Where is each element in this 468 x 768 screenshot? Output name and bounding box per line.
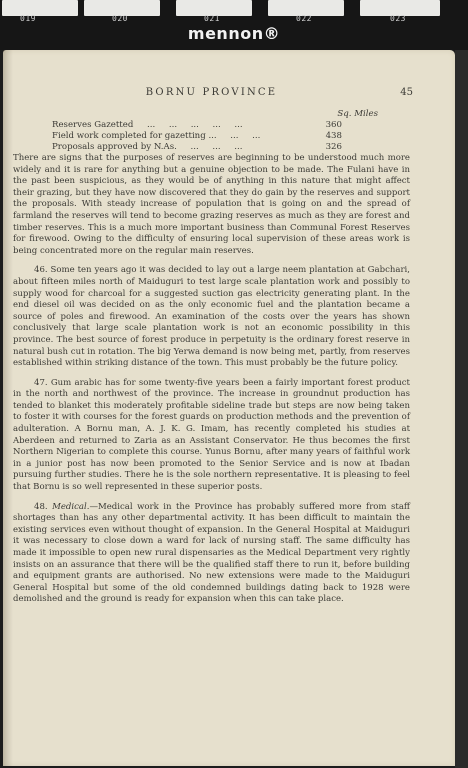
page-title: BORNU PROVINCE (145, 87, 278, 98)
table-row-label: Proposals approved by N.As. ... ... ... (52, 142, 243, 152)
paragraph-reserves: There are signs that the purposes of reserves are beginning to be understood much more widely and it is rare for anything but a genuine objection to be made. The Fulani have in the past been suspicious, as they would be of anything in this nature that might affect their grazing, but they have now discovered that they do gain by the reserves and support the proposals. With steady increase of population that is going on and the spread of farmland the reserves will tend to become grazing reserves as much as they are forest and timber reserves. This is a much more important business than Communal Forest Reserves for firewood. Owing to the difficulty of ensuring local supervision of these areas work is being concentrated more on the regular main reserves. (13, 153, 410, 256)
table-row-value: 438 (325, 131, 342, 141)
table-column-header: Sq. Miles (337, 109, 378, 119)
table-row (52, 120, 382, 131)
frame-number: 019 (20, 14, 36, 23)
paragraph-46: 46. Some ten years ago it was decided to lay out a large neem plantation at Gabchari, about fifteen miles north of Maiduguri to test large scale plantation work and possibly to supply wood for charcoal for a suggested suction gas electricity generating plant. In the end diesel oil was decided on as the only economic fuel and the plantation became a source of poles and firewood. An examination of the costs over the years has shown conclusively that large scale plantation work is not an economic possibility in this province. The best source of forest produce in perpetuity is the ordinary forest reserve in natural bush cut in rotation. The big Yerwa demand is now being met, partly, from reserves established within striking distance of the town. This must probably be the future policy. (13, 265, 410, 369)
frame-number: 022 (296, 14, 312, 23)
reserves-table (52, 109, 382, 153)
table-row-label: Field work completed for gazetting ... ... ... (52, 131, 261, 141)
frame-number: 021 (204, 14, 220, 23)
table-row-value: 360 (325, 120, 342, 130)
paragraph-48 (13, 502, 410, 606)
table-row (52, 142, 382, 153)
paragraph-body: —Medical work in the Province has probably suffered more from staff shortages than has any other departmental activity. It has been difficult to maintain the existing services even without thought of expansion. In the General Hospital at Maiduguri it was necessary to close down a ward for lack of nursing staff. The same difficulty has made it impossible to open new rural dispensaries as the Medical Department very rightly insists on an assurance that there will be the qualified staff there to run it, before building and equipment grants are authorised. No new extensions were made to the Maiduguri General Hospital but some of the old condemned buildings dating back to 1928 were demolished and the ground is ready for expansion when this can take place. (13, 501, 410, 605)
frame-number: 023 (390, 14, 406, 23)
paragraph-47: 47. Gum arabic has for some twenty-five years been a fairly important forest product in the north and northwest of the province. The increase in groundnut production has tended to blanket this moderately profitable sideline trade but steps are now being taken to foster it with courses for the forest guards on production methods and the prevention of adulteration. A Bornu man, A. J. K. G. Imam, has recently completed his studies at Aberdeen and returned to Zaria as an Assistant Conservator. He thus becomes the first Northern Nigerian to complete this course. Yunus Bornu, after many years of faithful work in a junior post has now been promoted to the Senior Service and is now at Ibadan pursuing further studies. There he is the sole northern representative. It is pleasing to feel that Bornu is so well represented in these superior posts. (13, 377, 410, 493)
scanner-brand-logo: mennon® (187, 24, 281, 43)
page-number: 45 (400, 87, 413, 98)
table-row (52, 131, 382, 142)
page-gutter (3, 50, 13, 766)
running-header (13, 87, 413, 101)
table-row-value: 326 (325, 142, 342, 152)
page-content (13, 87, 413, 606)
paragraph-number: 48. (34, 501, 53, 512)
table-row-label: Reserves Gazetted ... ... ... ... ... (52, 120, 243, 130)
book-edge (455, 50, 468, 768)
section-title-medical: Medical. (52, 501, 90, 512)
film-strip (0, 0, 468, 50)
book-page (3, 50, 455, 766)
frame-number: 020 (112, 14, 128, 23)
